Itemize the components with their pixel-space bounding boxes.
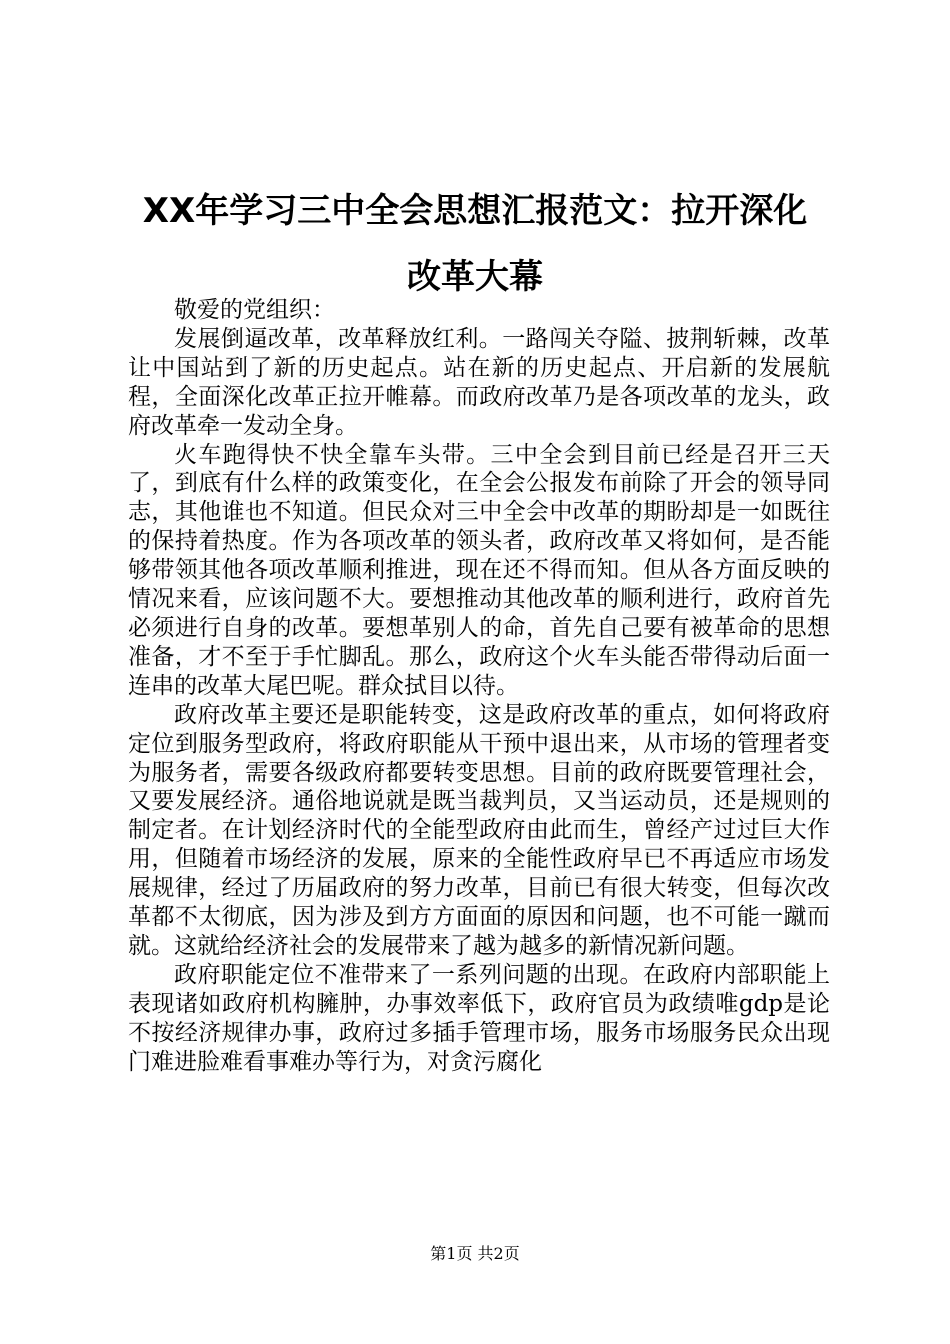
paragraph: 火车跑得快不快全靠车头带。三中全会到目前已经是召开三天了，到底有什么样的政策变化，在全会公报发布前除了开会的领导同志，其他谁也不知道。但民众对三中全会中改革的期盼却是一如既往的保持着热度。作为各项改革的领头者，政府改革又将如何，是否能够带领其他各项改革顺利推进，现在还不得而知。但从各方面反映的情况来看，应该问题不大。要想推动其他改革的顺利进行，政府首先必须进行自身的改革。要想革别人的命，首先自己要有被革命的思想准备，才不至于手忙脚乱。那么，政府这个火车头能否带得动后面一连串的改革大尾巴呢。群众拭目以待。 bbox=[128, 441, 830, 699]
paragraph: 发展倒逼改革，改革释放红利。一路闯关夺隘、披荆斩棘，改革让中国站到了新的历史起点。站在新的历史起点、开启新的发展航程，全面深化改革正拉开帷幕。而政府改革乃是各项改革的龙头，政府改革牵一发动全身。 bbox=[128, 325, 830, 439]
document-title-line-1: XX年学习三中全会思想汇报范文：拉开深化 bbox=[142, 191, 808, 231]
salutation: 敬爱的党组织： bbox=[174, 297, 335, 323]
document-title-line-2: 改革大幕 bbox=[407, 257, 543, 297]
page-number-footer: 第1页 共2页 bbox=[430, 1244, 520, 1263]
document-title bbox=[130, 178, 820, 310]
paragraph: 政府改革主要还是职能转变，这是政府改革的重点，如何将政府定位到服务型政府，将政府职能从干预中退出来，从市场的管理者变为服务者，需要各级政府都要转变思想。目前的政府既要管理社会，又要发展经济。通俗地说就是既当裁判员，又当运动员，还是规则的制定者。在计划经济时代的全能型政府由此而生，曾经产过过巨大作用，但随着市场经济的发展，原来的全能性政府早已不再适应市场发展规律，经过了历届政府的努力改革，目前已有很大转变，但每次改革都不太彻底，因为涉及到方方面面的原因和问题，也不可能一蹴而就。这就给经济社会的发展带来了越为越多的新情况新问题。 bbox=[128, 701, 830, 959]
paragraph: 政府职能定位不准带来了一系列问题的出现。在政府内部职能上表现诸如政府机构臃肿，办事效率低下，政府官员为政绩唯gdp是论不按经济规律办事，政府过多插手管理市场，服务市场服务民众出现门难进脸难看事难办等行为，对贪污腐化 bbox=[128, 961, 830, 1075]
document-body bbox=[128, 296, 830, 1076]
